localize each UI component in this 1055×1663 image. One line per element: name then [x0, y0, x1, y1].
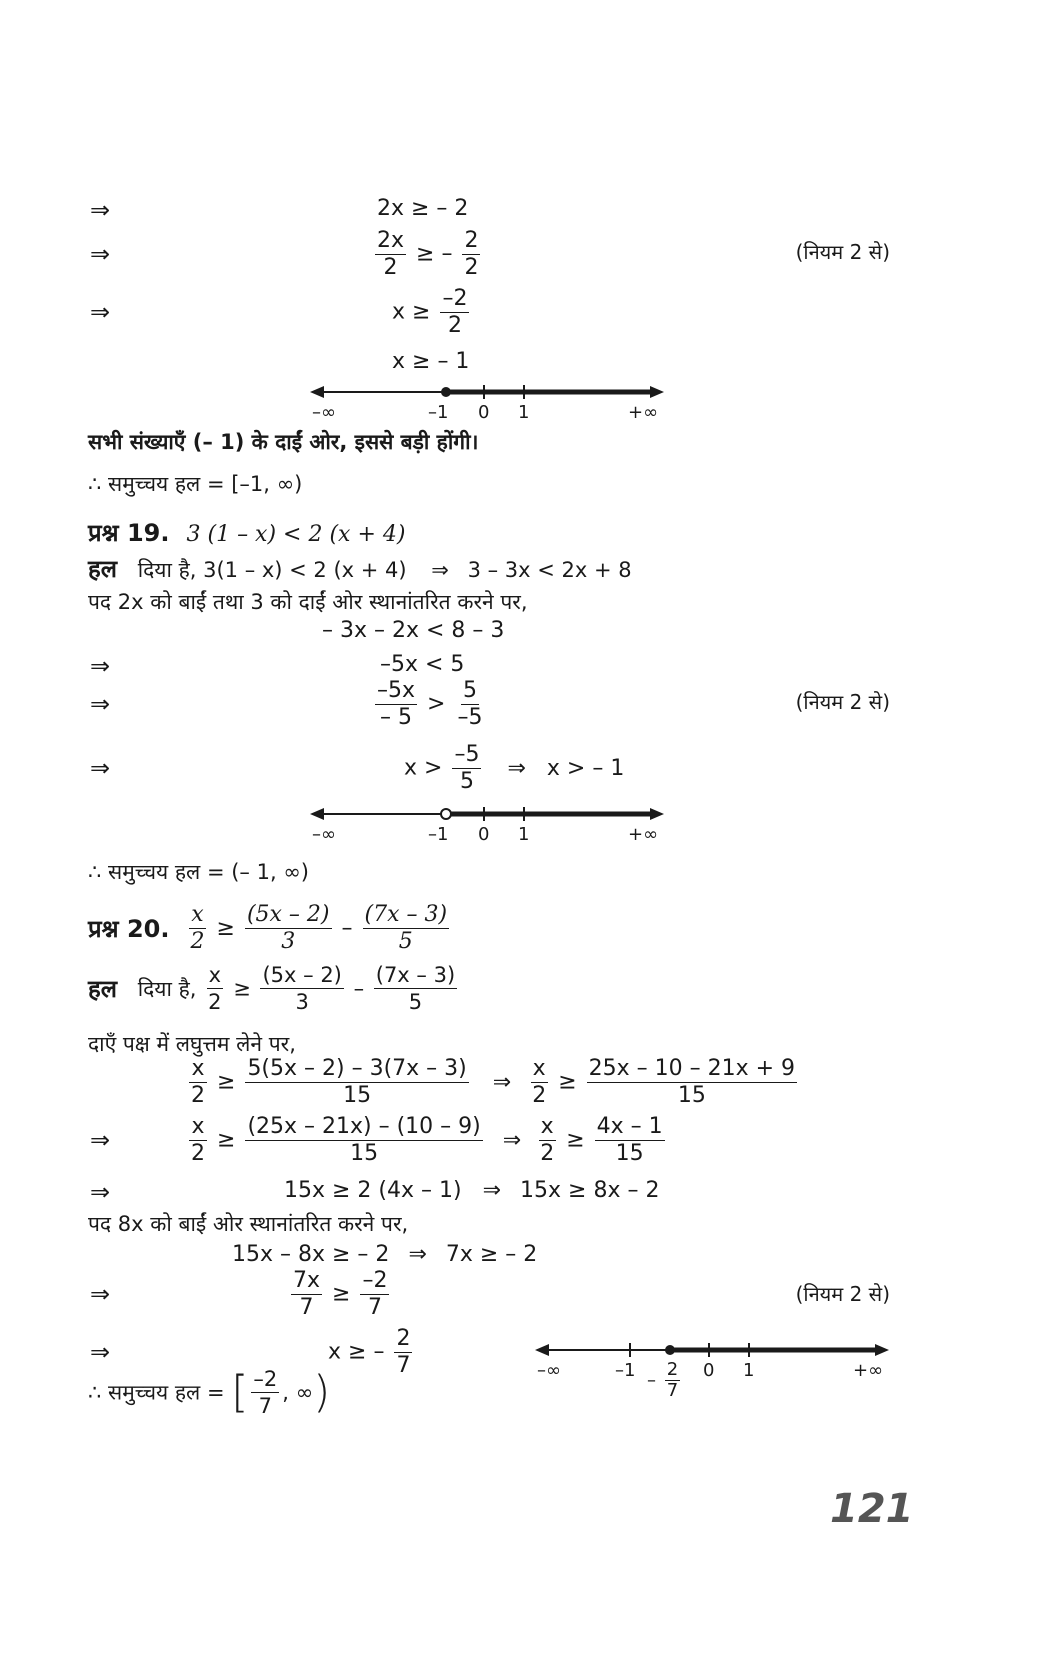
- numerator: –2: [362, 1268, 388, 1293]
- number-line-svg: [310, 802, 670, 852]
- lhs: 15x – 8x ≥ – 2: [232, 1242, 390, 1267]
- tick-label: 0: [478, 824, 490, 845]
- numerator: (25x – 21x) – (10 – 9): [247, 1114, 481, 1139]
- numerator: x: [208, 963, 222, 987]
- implies-arrow: ⇒: [90, 1126, 111, 1154]
- tick-label-neg-inf: –∞: [537, 1360, 561, 1381]
- implies-arrow: ⇒: [90, 690, 111, 718]
- left-bracket: [: [231, 1366, 249, 1418]
- relation: >: [427, 691, 446, 717]
- numerator: x: [532, 1056, 546, 1081]
- tick-label-neg-inf: –∞: [312, 824, 336, 845]
- denominator: 2: [532, 1083, 547, 1108]
- number-line-svg: [535, 1338, 895, 1368]
- tick-label-pos-inf: +∞: [628, 402, 659, 423]
- denominator: 7: [666, 1380, 679, 1401]
- denominator: 2: [208, 990, 222, 1014]
- denominator: 2: [447, 313, 462, 338]
- relation: ≥: [216, 916, 235, 941]
- numerator: x: [191, 1056, 205, 1081]
- denominator: 5: [398, 929, 413, 954]
- transpose-text: पद 8x को बाईं ओर स्थानांतरित करने पर,: [88, 1212, 409, 1236]
- numerator: –2: [253, 1367, 278, 1391]
- step-fraction-line: [288, 1268, 392, 1321]
- implies-arrow: ⇒: [90, 1280, 111, 1308]
- numerator: x: [540, 1114, 554, 1139]
- step-fraction-line: [392, 286, 472, 339]
- sign: –: [647, 1370, 656, 1391]
- tick-label-neg-inf: –∞: [312, 402, 336, 423]
- lhs: x ≥ –: [328, 1339, 385, 1365]
- denominator: 5: [459, 769, 474, 794]
- minus-sign: –: [353, 976, 365, 1001]
- denominator: 3: [281, 929, 296, 954]
- tick-label: 0: [703, 1360, 715, 1381]
- number-line: [535, 1338, 895, 1408]
- implies-arrow: ⇒: [90, 1178, 111, 1206]
- right-paren: ): [313, 1366, 331, 1418]
- numerator: x: [191, 1114, 205, 1139]
- given-text: दिया है,: [137, 976, 197, 1001]
- numerator: 2x: [377, 228, 405, 253]
- tick-label: –1: [428, 402, 449, 423]
- implies-arrow: ⇒: [90, 240, 111, 268]
- step-line: –5x < 5: [380, 652, 465, 677]
- step-fraction-line: [328, 1326, 415, 1379]
- denominator: 15: [343, 1083, 372, 1108]
- question-20: [88, 902, 452, 955]
- numerator: (5x – 2): [262, 963, 342, 987]
- denominator: 2: [191, 1083, 205, 1108]
- denominator: 15: [615, 1141, 644, 1166]
- denominator: 2: [540, 1141, 555, 1166]
- question-label: प्रश्न 19.: [88, 519, 170, 547]
- implies-arrow: ⇒: [408, 1242, 427, 1267]
- numerator: –5: [454, 742, 480, 767]
- rhs: 15x ≥ 8x – 2: [520, 1178, 660, 1203]
- relation: ≥: [233, 976, 251, 1001]
- step-fraction-line: [186, 1114, 668, 1167]
- step-line: [284, 1178, 659, 1204]
- numerator: x: [191, 902, 204, 927]
- tick-label-pos-inf: +∞: [628, 824, 659, 845]
- tick-label: –1: [615, 1360, 636, 1381]
- rhs: 7x ≥ – 2: [445, 1242, 538, 1267]
- denominator: 2: [383, 255, 398, 280]
- tick-label-pos-inf: +∞: [853, 1360, 884, 1381]
- question-label: प्रश्न 20.: [88, 915, 170, 943]
- question-expression: 3 (1 – x) < 2 (x + 4): [186, 522, 406, 547]
- relation: ≥: [566, 1127, 585, 1153]
- relation: ≥: [217, 1069, 236, 1095]
- lhs: 15x ≥ 2 (4x – 1): [284, 1178, 462, 1203]
- transpose-text: पद 2x को बाईं तथा 3 को दाईं ओर स्थानांतरित करने पर,: [88, 590, 528, 614]
- tick-label: 1: [518, 824, 530, 845]
- solution-given: [88, 552, 632, 585]
- solution-set: ∴ समुच्चय हल = (– 1, ∞): [88, 860, 309, 884]
- solution-set: [88, 1366, 330, 1419]
- denominator: 15: [350, 1141, 379, 1166]
- tick-label: –1: [428, 824, 449, 845]
- number-line: [310, 380, 670, 430]
- numerator: 2: [666, 1359, 679, 1380]
- given-rhs: 3 – 3x < 2x + 8: [467, 558, 632, 582]
- tick-label: 1: [743, 1360, 755, 1381]
- numerator: 2: [396, 1326, 411, 1351]
- numerator: –5x: [377, 678, 416, 703]
- left-arrowhead: [310, 386, 324, 398]
- numerator: 5(5x – 2) – 3(7x – 3): [247, 1056, 467, 1081]
- denominator: 15: [677, 1083, 706, 1108]
- step-fraction-line: [372, 228, 483, 281]
- statement: सभी संख्याएँ (– 1) के दाईं ओर, इससे बड़ी होंगी।: [88, 430, 479, 454]
- denominator: 7: [258, 1394, 273, 1418]
- denominator: 7: [396, 1353, 411, 1378]
- given-text: दिया है, 3(1 – x) < 2 (x + 4): [137, 558, 407, 582]
- denominator: 7: [367, 1295, 382, 1320]
- denominator: 3: [295, 990, 309, 1014]
- numerator: 5: [462, 678, 477, 703]
- number-line-svg: [310, 380, 670, 430]
- solution-set: ∴ समुच्चय हल = [–1, ∞): [88, 472, 303, 496]
- closed-point: [441, 387, 451, 397]
- number-line: [310, 802, 670, 852]
- numerator: 25x – 10 – 21x + 9: [588, 1056, 796, 1081]
- implies-arrow: ⇒: [90, 754, 111, 782]
- step-line: x ≥ – 1: [392, 349, 470, 374]
- lcm-text: दाएँ पक्ष में लघुत्तम लेने पर,: [88, 1032, 296, 1056]
- rhs: x > – 1: [546, 755, 625, 781]
- denominator: – 5: [380, 705, 413, 730]
- lhs: x >: [404, 755, 443, 781]
- tick-label: 0: [478, 402, 490, 423]
- implies-arrow: ⇒: [482, 1178, 502, 1203]
- implies-arrow: ⇒: [90, 298, 111, 326]
- question-19: [88, 516, 405, 549]
- left-arrowhead: [310, 808, 324, 820]
- relation: ≥: [332, 1281, 351, 1307]
- denominator: 7: [299, 1295, 314, 1320]
- open-point: [441, 809, 451, 819]
- numerator: (7x – 3): [375, 963, 456, 987]
- implies-arrow: ⇒: [90, 652, 111, 680]
- numerator: (7x – 3): [364, 902, 448, 927]
- solution-given: [88, 962, 460, 1015]
- implies-arrow: ⇒: [507, 755, 526, 781]
- numerator: (5x – 2): [246, 902, 330, 927]
- step-fraction-line: [186, 1056, 800, 1109]
- numerator: –2: [442, 286, 468, 311]
- denominator: –5: [457, 705, 483, 730]
- solution-prefix: ∴ समुच्चय हल =: [88, 1380, 225, 1405]
- page-number: 121: [830, 1486, 914, 1532]
- lhs: x ≥: [392, 299, 431, 325]
- relation: ≥: [217, 1127, 236, 1153]
- implies-arrow: ⇒: [492, 1069, 512, 1095]
- denominator: 2: [464, 255, 479, 280]
- implies-arrow: ⇒: [502, 1127, 522, 1153]
- hal-label: हल: [88, 555, 118, 583]
- implies-arrow: ⇒: [90, 1338, 111, 1366]
- implies-arrow: ⇒: [90, 196, 111, 224]
- numerator: 2: [464, 228, 479, 253]
- denominator: 5: [408, 990, 423, 1014]
- implies-arrow: ⇒: [431, 558, 449, 582]
- relation: ≥ –: [416, 241, 453, 267]
- closed-point: [665, 1345, 675, 1355]
- tick-label: 1: [518, 402, 530, 423]
- step-fraction-line: [404, 742, 624, 795]
- relation: ≥: [558, 1069, 577, 1095]
- minus-sign: –: [341, 916, 353, 941]
- step-line: [232, 1242, 537, 1268]
- left-arrowhead: [535, 1344, 549, 1356]
- rule-note: (नियम 2 से): [795, 690, 890, 714]
- step-line: – 3x – 2x < 8 – 3: [322, 618, 505, 643]
- numerator: 4x – 1: [596, 1114, 663, 1139]
- numerator: 7x: [293, 1268, 321, 1293]
- denominator: 2: [190, 929, 205, 954]
- step-fraction-line: [372, 678, 487, 731]
- denominator: 2: [191, 1141, 205, 1166]
- hal-label: हल: [88, 975, 118, 1003]
- tick-label-frac: [647, 1360, 683, 1401]
- rule-note: (नियम 2 से): [795, 240, 890, 264]
- rule-note: (नियम 2 से): [795, 1282, 890, 1306]
- step-line: 2x ≥ – 2: [377, 196, 469, 221]
- interval-tail: , ∞: [282, 1380, 314, 1405]
